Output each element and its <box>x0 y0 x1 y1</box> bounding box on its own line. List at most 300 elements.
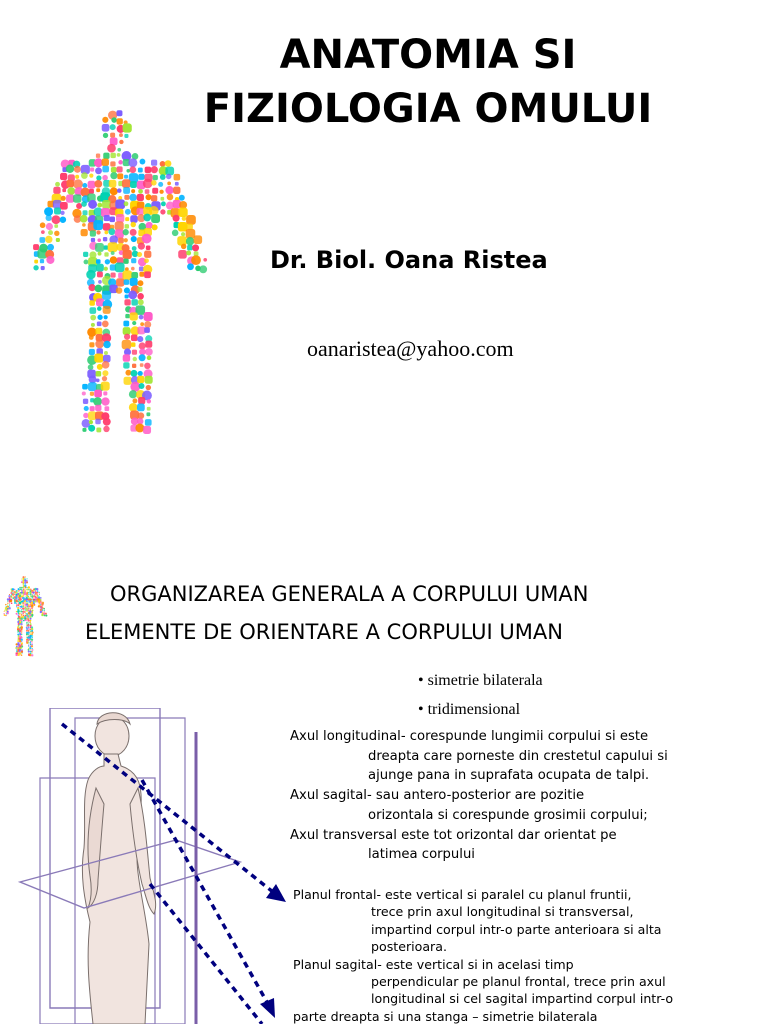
silhouette-dot <box>137 252 142 257</box>
silhouette-dot <box>160 161 166 167</box>
silhouette-dot <box>115 263 125 273</box>
silhouette-dot <box>28 589 29 590</box>
silhouette-dot <box>94 180 102 188</box>
silhouette-dot <box>27 591 28 592</box>
plane-frontal-line: Planul frontal- este vertical si paralel cu planul fruntii, <box>293 887 632 902</box>
silhouette-dot <box>82 384 88 390</box>
silhouette-dot <box>28 620 30 622</box>
silhouette-dot <box>138 287 143 292</box>
silhouette-dot <box>29 654 31 656</box>
silhouette-dot <box>17 632 18 633</box>
silhouette-dot <box>17 610 19 612</box>
silhouette-dot <box>60 202 68 210</box>
silhouette-dot <box>4 610 5 611</box>
silhouette-dot <box>31 631 33 633</box>
silhouette-dot <box>123 362 129 368</box>
silhouette-dot <box>21 587 23 589</box>
silhouette-dot <box>41 603 43 605</box>
silhouette-dot <box>19 625 20 626</box>
silhouette-dot <box>178 250 187 259</box>
silhouette-dot <box>194 235 203 244</box>
silhouette-dot <box>10 595 12 597</box>
plane-sagital-line: parte dreapta si una stanga – simetrie bilaterala <box>293 1008 598 1024</box>
silhouette-dot <box>90 230 96 236</box>
silhouette-dot <box>24 590 26 592</box>
silhouette-dot <box>14 591 16 593</box>
silhouette-dot <box>19 630 21 632</box>
silhouette-dot <box>40 602 42 604</box>
silhouette-dot <box>14 602 16 604</box>
silhouette-dot <box>177 236 187 246</box>
silhouette-dot <box>16 654 18 656</box>
silhouette-dot <box>131 299 138 306</box>
silhouette-dot <box>42 609 43 610</box>
silhouette-dot <box>30 627 31 628</box>
silhouette-dot <box>103 153 109 159</box>
silhouette-dot <box>137 336 143 342</box>
silhouette-dot <box>187 245 193 251</box>
silhouette-dot <box>26 622 27 623</box>
silhouette-dot <box>81 172 88 179</box>
silhouette-dot <box>23 610 24 611</box>
silhouette-dot <box>116 287 123 294</box>
silhouette-dot <box>28 630 30 632</box>
silhouette-dot <box>139 383 145 389</box>
silhouette-dot <box>165 186 173 194</box>
silhouette-dot <box>28 628 30 630</box>
silhouette-dot <box>27 578 28 579</box>
silhouette-dot <box>102 321 109 328</box>
silhouette-dot <box>26 632 28 634</box>
silhouette-dot <box>22 607 24 609</box>
silhouette-dot <box>54 208 61 215</box>
silhouette-dot <box>26 595 28 597</box>
silhouette-dot <box>119 140 123 144</box>
silhouette-dot <box>31 590 33 592</box>
silhouette-dot <box>19 588 21 590</box>
silhouette-dot <box>129 403 138 412</box>
silhouette-dot <box>31 608 32 609</box>
silhouette-dot <box>16 604 17 605</box>
silhouette-dot <box>43 612 45 614</box>
silhouette-dot <box>30 620 32 622</box>
silhouette-dot <box>129 390 137 398</box>
silhouette-dot <box>28 632 30 634</box>
silhouette-dot <box>152 224 158 230</box>
silhouette-dot <box>32 616 33 617</box>
silhouette-dot <box>124 195 129 200</box>
silhouette-dot <box>159 190 163 194</box>
silhouette-dot <box>22 604 23 605</box>
silhouette-dot <box>38 596 39 597</box>
silhouette-dot <box>12 592 13 593</box>
silhouette-dot <box>28 627 29 628</box>
silhouette-dot <box>138 243 145 250</box>
silhouette-dot <box>19 610 20 611</box>
silhouette-dot <box>9 603 10 604</box>
silhouette-dot <box>45 613 47 615</box>
silhouette-dot <box>124 279 129 284</box>
silhouette-dot <box>30 590 32 592</box>
silhouette-dot <box>137 376 144 383</box>
silhouette-dot <box>90 315 96 321</box>
silhouette-dot <box>30 641 31 642</box>
silhouette-dot <box>199 265 207 273</box>
page-title <box>120 28 736 136</box>
silhouette-dot <box>103 133 108 138</box>
silhouette-dot <box>34 594 35 595</box>
silhouette-dot <box>117 166 123 172</box>
silhouette-dot <box>143 426 151 434</box>
silhouette-dot <box>30 625 32 627</box>
silhouette-dot <box>28 602 29 603</box>
silhouette-dot <box>61 196 66 201</box>
silhouette-dot <box>97 306 102 311</box>
silhouette-dot <box>13 596 14 597</box>
bullet-item: • tridimensional <box>418 701 521 718</box>
silhouette-dot <box>86 270 95 279</box>
silhouette-dot <box>6 611 7 612</box>
silhouette-dot <box>22 580 23 581</box>
silhouette-dot <box>25 576 26 577</box>
axis-transversal-line: latimea corpului <box>368 847 475 863</box>
silhouette-dot <box>7 609 8 610</box>
silhouette-dot <box>30 596 31 597</box>
silhouette-dot <box>18 590 19 591</box>
silhouette-dot <box>139 354 146 361</box>
silhouette-dot <box>102 166 109 173</box>
silhouette-dot <box>33 597 34 598</box>
silhouette-dot <box>16 590 18 592</box>
silhouette-dot <box>151 166 158 173</box>
silhouette-dot <box>130 312 138 320</box>
silhouette-dot <box>124 334 130 340</box>
silhouette-dot <box>122 179 131 188</box>
axis-longitudinal-line: Axul longitudinal- corespunde lungimii corpului si este <box>290 729 649 744</box>
silhouette-dot <box>21 603 22 604</box>
silhouette-dot <box>19 587 21 589</box>
silhouette-dot <box>30 632 31 633</box>
silhouette-dot <box>166 174 171 179</box>
silhouette-dot <box>33 604 35 606</box>
silhouette-dot <box>81 229 88 236</box>
silhouette-dot <box>130 181 137 188</box>
silhouette-dot <box>123 250 132 259</box>
silhouette-dot <box>138 174 144 180</box>
silhouette-dot <box>21 618 23 620</box>
silhouette-dot <box>151 180 157 186</box>
axis-longitudinal-line: dreapta care porneste din crestetul capului si <box>368 748 668 764</box>
silhouette-dot <box>160 174 166 180</box>
silhouette-dot <box>95 243 104 252</box>
silhouette-dot <box>26 609 28 611</box>
silhouette-dot <box>24 619 26 621</box>
silhouette-dot <box>60 216 66 222</box>
planes-description <box>293 886 753 1024</box>
silhouette-dot <box>145 376 153 384</box>
silhouette-dot <box>142 234 152 244</box>
silhouette-dot <box>31 649 33 651</box>
silhouette-dot <box>151 195 157 201</box>
silhouette-dot <box>160 209 165 214</box>
silhouette-dot <box>179 195 185 201</box>
silhouette-dot <box>145 341 152 348</box>
axis-sagital-line: Axul sagital- sau antero-posterior are pozitie <box>290 788 585 804</box>
silhouette-dot <box>83 399 88 404</box>
silhouette-dot <box>21 592 23 594</box>
silhouette-dot <box>137 194 144 201</box>
silhouette-dot <box>124 299 130 305</box>
silhouette-dot <box>45 236 52 243</box>
silhouette-dot <box>104 245 108 249</box>
silhouette-dot <box>67 180 74 187</box>
silhouette-dot <box>132 398 137 403</box>
silhouette-dot <box>28 645 29 646</box>
silhouette-dot <box>140 363 144 367</box>
silhouette-dot <box>14 589 15 590</box>
silhouette-dot <box>17 649 19 651</box>
silhouette-dot <box>96 154 100 158</box>
silhouette-dot <box>40 222 46 228</box>
silhouette-dot <box>27 624 29 626</box>
silhouette-dot <box>48 230 53 235</box>
silhouette-dot <box>125 370 131 376</box>
silhouette-dot <box>88 181 96 189</box>
silhouette-dot <box>128 290 137 299</box>
silhouette-dot <box>60 211 64 215</box>
silhouette-dot <box>74 166 81 173</box>
silhouette-dot <box>130 278 138 286</box>
silhouette-dot <box>115 221 124 230</box>
silhouette-dot <box>94 390 102 398</box>
silhouette-dot <box>111 251 115 255</box>
silhouette-dot <box>26 620 27 621</box>
silhouette-dot <box>192 244 199 251</box>
silhouette-dot <box>117 188 122 193</box>
silhouette-dot <box>30 594 32 596</box>
silhouette-dot <box>22 613 23 614</box>
silhouette-dot <box>118 238 124 244</box>
silhouette-dot <box>17 607 19 609</box>
silhouette-dot <box>123 354 130 361</box>
silhouette-dot <box>111 273 116 278</box>
silhouette-dot <box>178 222 188 232</box>
silhouette-dot <box>128 158 137 167</box>
silhouette-dot <box>53 187 60 194</box>
silhouette-dot <box>32 594 33 595</box>
silhouette-dot <box>28 586 30 588</box>
silhouette-dot <box>47 244 54 251</box>
silhouette-dot <box>131 189 135 193</box>
silhouette-dot <box>118 160 122 164</box>
silhouette-dot <box>31 595 33 597</box>
silhouette-dot <box>116 214 124 222</box>
silhouette-dot <box>131 272 138 279</box>
silhouette-dot <box>28 618 29 619</box>
title-line-2: FIZIOLOGIA OMULUI <box>203 86 653 132</box>
silhouette-dot <box>111 167 117 173</box>
silhouette-dot <box>88 382 97 391</box>
silhouette-dot <box>41 614 43 616</box>
silhouette-dot <box>149 206 159 216</box>
silhouette-dot <box>28 594 29 595</box>
silhouette-dot <box>7 603 8 604</box>
silhouette-dot <box>31 645 33 647</box>
silhouette-dot <box>36 588 38 590</box>
silhouette-dot <box>104 315 108 319</box>
silhouette-dot <box>117 148 121 152</box>
silhouette-dot <box>102 291 111 300</box>
silhouette-dot <box>102 124 110 132</box>
silhouette-dot <box>140 322 144 326</box>
silhouette-dot <box>145 419 152 426</box>
silhouette-dot <box>20 608 21 609</box>
silhouette-dot <box>31 641 32 642</box>
silhouette-dot <box>21 606 23 608</box>
silhouette-dot <box>96 175 101 180</box>
silhouette-dot <box>21 590 22 591</box>
silhouette-dot <box>28 651 30 653</box>
silhouette-dot <box>165 160 172 167</box>
silhouette-dot <box>23 589 25 591</box>
silhouette-dot <box>40 611 42 613</box>
silhouette-dot <box>137 326 145 334</box>
silhouette-dot <box>30 622 31 623</box>
silhouette-dot <box>17 654 19 656</box>
silhouette-dot <box>18 639 19 640</box>
silhouette-dot <box>111 117 117 123</box>
silhouette-dot <box>44 611 45 612</box>
silhouette-dot <box>42 611 43 612</box>
silhouette-dot <box>137 412 144 419</box>
axis-transversal-line: Axul transversal este tot orizontal dar orientat pe <box>290 827 617 843</box>
small-human-silhouette-icon <box>0 574 52 660</box>
silhouette-dot <box>46 256 54 264</box>
silhouette-dot <box>46 223 53 230</box>
silhouette-dot <box>4 614 6 616</box>
silhouette-dot <box>130 222 135 227</box>
silhouette-dot <box>34 260 38 264</box>
silhouette-dot <box>26 601 28 603</box>
silhouette-dot <box>109 180 117 188</box>
silhouette-dot <box>110 172 117 179</box>
silhouette-dot <box>18 635 20 637</box>
silhouette-dot <box>104 215 110 221</box>
silhouette-dot <box>16 649 17 650</box>
silhouette-dot <box>16 603 17 604</box>
silhouette-dot <box>7 604 8 605</box>
silhouette-dot <box>88 425 95 432</box>
silhouette-dot <box>11 594 12 595</box>
silhouette-dot <box>115 199 125 209</box>
silhouette-dot <box>108 242 118 252</box>
silhouette-dot <box>107 144 116 153</box>
silhouette-dot <box>130 215 137 222</box>
silhouette-dot <box>117 153 121 157</box>
silhouette-dot <box>186 237 194 245</box>
silhouette-dot <box>24 604 26 606</box>
silhouette-dot <box>21 626 23 628</box>
silhouette-dot <box>98 280 102 284</box>
silhouette-dot <box>96 230 100 234</box>
silhouette-dot <box>125 209 131 215</box>
silhouette-dot <box>101 397 109 405</box>
silhouette-dot <box>32 635 33 636</box>
silhouette-dot <box>25 589 26 590</box>
silhouette-dot <box>19 649 21 651</box>
silhouette-dot <box>16 611 17 612</box>
silhouette-dot <box>25 596 26 597</box>
silhouette-dot <box>16 613 18 615</box>
silhouette-dot <box>103 391 107 395</box>
silhouette-dot <box>131 267 135 271</box>
silhouette-dot <box>23 578 25 580</box>
silhouette-dot <box>28 642 29 643</box>
silhouette-dot <box>39 592 40 593</box>
silhouette-dot <box>23 587 25 589</box>
silhouette-dot <box>89 189 94 194</box>
silhouette-dot <box>137 404 145 412</box>
silhouette-dot <box>19 624 20 625</box>
silhouette-dot <box>144 363 150 369</box>
silhouette-dot <box>19 590 20 591</box>
silhouette-dot <box>109 217 115 223</box>
silhouette-dot <box>30 642 31 643</box>
silhouette-dot <box>30 608 31 609</box>
silhouette-dot <box>26 587 27 588</box>
silhouette-dot <box>18 600 20 602</box>
silhouette-dot <box>151 160 157 166</box>
silhouette-dot <box>132 246 137 251</box>
silhouette-dot <box>83 210 88 215</box>
silhouette-dot <box>19 595 21 597</box>
silhouette-dot <box>147 407 151 411</box>
silhouette-dot <box>33 592 35 594</box>
silhouette-dot <box>145 189 150 194</box>
silhouette-dot <box>138 168 143 173</box>
silhouette-dot <box>138 371 143 376</box>
silhouette-dot <box>147 399 151 403</box>
silhouette-dot <box>124 201 129 206</box>
silhouette-dot <box>187 263 194 270</box>
silhouette-dot <box>26 636 27 637</box>
silhouette-dot <box>21 620 23 622</box>
silhouette-dot <box>181 244 186 249</box>
silhouette-dot <box>132 321 136 325</box>
plane-sagital-line: Planul sagital- este vertical si in acelasi timp <box>293 956 574 972</box>
silhouette-dot <box>31 654 33 656</box>
silhouette-dot <box>19 604 21 606</box>
silhouette-dot <box>89 420 93 424</box>
silhouette-dot <box>95 285 103 293</box>
silhouette-dot <box>9 594 10 595</box>
silhouette-dot <box>167 194 174 201</box>
silhouette-dot <box>28 609 30 611</box>
title-line-1: ANATOMIA SI <box>279 32 577 78</box>
silhouette-dot <box>22 611 24 613</box>
silhouette-dot <box>3 613 4 614</box>
silhouette-dot <box>17 604 19 606</box>
silhouette-dot <box>19 640 21 642</box>
silhouette-dot <box>40 609 42 611</box>
silhouette-dot <box>17 626 19 628</box>
silhouette-dot <box>30 649 31 650</box>
silhouette-dot <box>35 599 37 601</box>
silhouette-dot <box>28 648 29 649</box>
silhouette-dot <box>132 364 136 368</box>
silhouette-dot <box>145 348 153 356</box>
silhouette-dot <box>40 601 42 603</box>
